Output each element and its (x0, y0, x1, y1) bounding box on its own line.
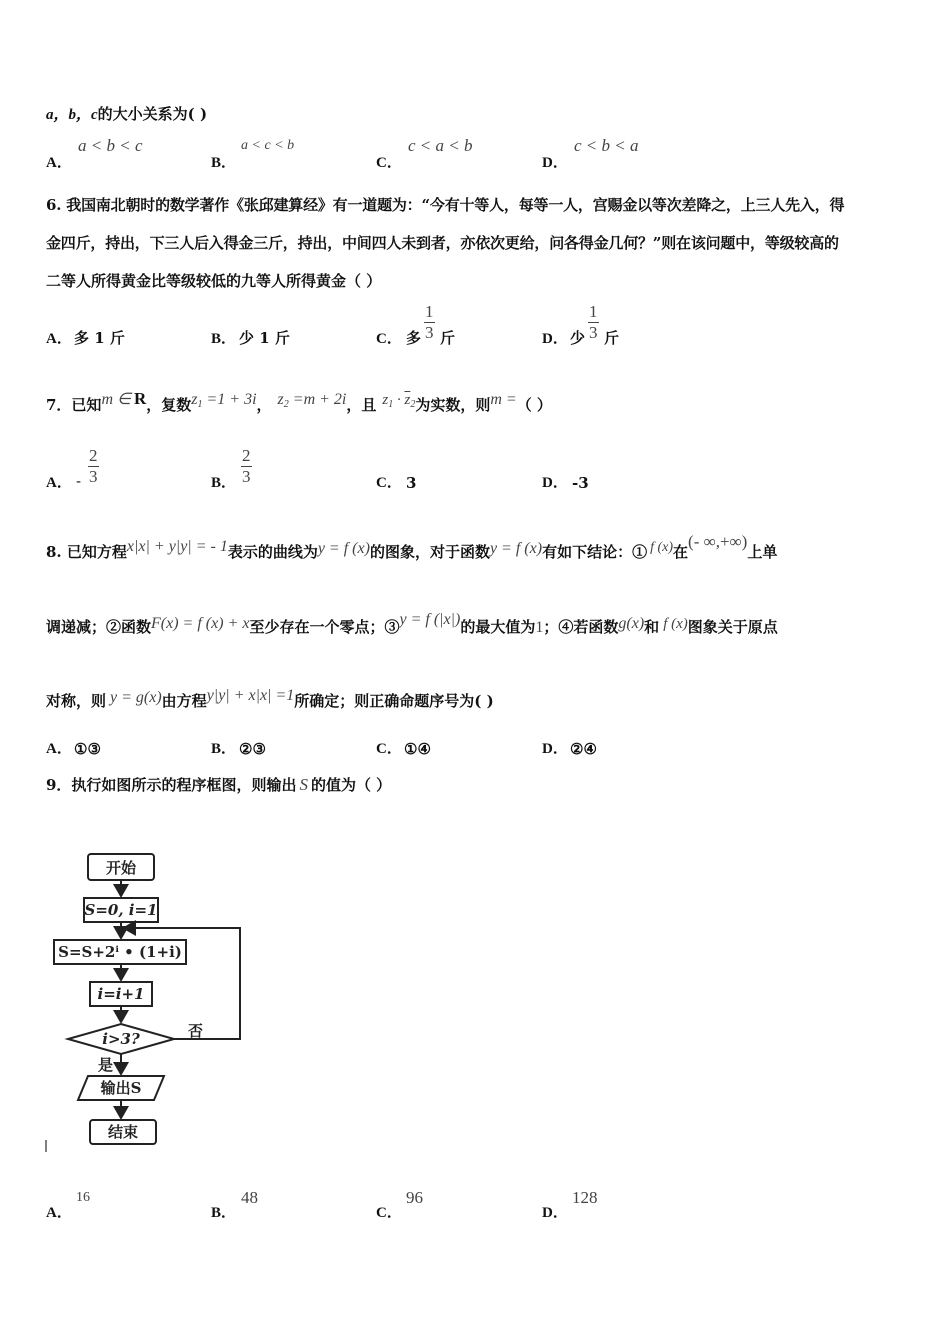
option-value: 48 (241, 1188, 258, 1207)
q8-text: 表示的曲线为 (227, 543, 318, 561)
q8-text: 的图象，对于函数 (369, 543, 490, 561)
option-label: B． (211, 475, 237, 491)
q9-text-1: 9．执行如图所示的程序框图，则输出 (46, 776, 297, 794)
q7-option-a[interactable] (46, 444, 206, 496)
q8-option-b[interactable] (211, 730, 371, 760)
option-label: A． (46, 475, 72, 491)
q8-text: 在 (673, 543, 689, 561)
q9-option-b[interactable] (211, 1186, 371, 1224)
q7-z1-rhs: =1 + 3i (202, 391, 257, 408)
option-label: B． (211, 331, 237, 347)
q7-text-3: ，且 (346, 396, 377, 414)
q7-real-set: R (133, 389, 147, 408)
flowchart-yes-label: 是 (98, 1056, 114, 1074)
q8-option-a[interactable] (46, 730, 206, 760)
option-label: C． (376, 741, 402, 757)
fraction-numerator: 2 (89, 446, 98, 465)
q8-options (46, 730, 906, 760)
q5-stem-vars: a，b，c (46, 107, 98, 123)
option-value: ②③ (239, 740, 266, 758)
option-label: C． (376, 331, 402, 347)
q9-text-2: 的值为（ ） (310, 776, 392, 794)
q7-options (46, 444, 906, 496)
q8-equation-1: x|x| + y|y| = - 1 (126, 538, 228, 555)
q6-line-3: 二等人所得黄金比等级较低的九等人所得黄金（ ） (46, 272, 382, 290)
q8-option-c[interactable] (376, 730, 536, 760)
q7-text-1: 7．已知 (46, 396, 102, 414)
q7-option-d[interactable] (542, 444, 702, 496)
q7-z1-sub: 1 (197, 399, 203, 410)
q9-stem (46, 774, 391, 795)
q8-g-x: g(x) (618, 615, 645, 632)
option-label: B． (211, 155, 237, 171)
q9-option-a[interactable] (46, 1186, 206, 1224)
q8-line-3 (46, 686, 494, 717)
q6-line-1: 6. 我国南北朝时的数学著作《张邱建算经》有一道题为：“今有十等人，每等一人，宫赐金以等次差降之，上三人先入，得 (46, 196, 845, 214)
option-value: a < c < b (241, 138, 295, 153)
fraction-numerator: 2 (242, 446, 251, 465)
q8-text: 由方程 (161, 692, 207, 710)
q8-text: 调递减；②函数 (46, 618, 152, 636)
option-label: A． (46, 741, 72, 757)
q8-equation-2: y|y| + x|x| =1 (206, 687, 295, 704)
option-label: A． (46, 155, 72, 171)
q7-text-2: ，复数 (146, 396, 192, 414)
q7-comma: ， (256, 396, 272, 414)
q8-text: 有如下结论：① (542, 543, 648, 561)
fraction-denominator: 3 (89, 467, 98, 486)
fraction-numerator: 1 (425, 302, 434, 321)
option-prefix: 多 (406, 329, 422, 347)
q8-line-1 (46, 532, 778, 569)
q6-option-a[interactable] (46, 302, 206, 352)
q7-z2-rhs: =m + 2i (288, 391, 347, 408)
q5-option-b[interactable] (211, 134, 371, 174)
q7-prod-sub1: 1 (388, 399, 394, 410)
flowchart-output-text: 输出S (100, 1079, 142, 1097)
option-label: A． (46, 1205, 72, 1221)
q6-option-c[interactable] (376, 302, 536, 352)
option-value: 128 (572, 1188, 598, 1207)
q8-text: 上单 (747, 543, 778, 561)
option-fraction (241, 446, 252, 487)
q6-options (46, 302, 906, 352)
q8-text: 所确定；则正确命题序号为( ) (294, 692, 494, 710)
q9-option-c[interactable] (376, 1186, 536, 1224)
q8-text: 至少存在一个零点；③ (249, 618, 400, 636)
q6-option-b[interactable] (211, 302, 371, 352)
q5-option-a[interactable] (46, 134, 206, 174)
q8-text: 的最大值为 (460, 618, 536, 636)
q5-stem (46, 103, 207, 124)
option-label: C． (376, 1205, 402, 1221)
q5-stem-text: 的大小关系为( ) (97, 105, 208, 123)
option-label: D． (542, 741, 568, 757)
q8-fx-2: f (x) (663, 616, 688, 632)
q8-y-eq-fx: y = f (x) (317, 540, 370, 557)
option-value: ①④ (404, 740, 431, 758)
option-fraction (88, 446, 99, 487)
option-value: c < b < a (574, 136, 639, 155)
q8-one: 1 (535, 619, 544, 636)
q8-option-d[interactable] (542, 730, 702, 760)
option-value: 3 (406, 474, 417, 492)
fraction-denominator: 3 (589, 323, 598, 342)
option-fraction (424, 302, 435, 343)
flowchart (40, 848, 255, 1158)
flowchart-end-text: 结束 (107, 1123, 139, 1141)
q8-text: ；④若函数 (543, 618, 619, 636)
q8-text: 8. 已知方程 (46, 543, 127, 561)
option-label: D． (542, 155, 568, 171)
option-value: ①③ (74, 740, 101, 758)
q7-m-eq: m = (490, 391, 517, 408)
q8-text: 和 (644, 618, 660, 636)
q7-z2: z (277, 391, 284, 408)
option-label: D． (542, 331, 568, 347)
flowchart-incr-text: i=i+1 (97, 985, 145, 1003)
fraction-denominator: 3 (425, 323, 434, 342)
q8-y-eq-fx-2: y = f (x) (489, 540, 543, 557)
q8-F-x: F(x) = f (x) + x (151, 615, 250, 632)
q8-fx: f (x) (650, 540, 674, 555)
flowchart-start-text: 开始 (105, 859, 137, 877)
option-prefix: 少 (570, 329, 586, 347)
q8-line-2 (46, 612, 778, 643)
option-value: 16 (76, 1190, 90, 1205)
option-value: 96 (406, 1188, 423, 1207)
q7-m-in: m ∈ (101, 391, 131, 408)
q8-text: 对称，则 (46, 692, 107, 710)
option-value: 少 1 斤 (239, 329, 290, 347)
option-fraction (588, 302, 599, 343)
q5-options (46, 134, 906, 174)
q7-prod-sub2: 2 (410, 399, 416, 410)
option-value: -3 (572, 474, 589, 492)
fraction-numerator: 1 (589, 302, 598, 321)
option-value: c < a < b (408, 136, 473, 155)
q8-text: 图象关于原点 (687, 618, 778, 636)
option-label: D． (542, 1205, 568, 1221)
q7-z1: z (191, 391, 198, 408)
option-value: a < b < c (78, 136, 143, 155)
q9-option-d[interactable] (542, 1186, 702, 1224)
q6-line-2: 金四斤，持出，下三人后入得金三斤，持出，中间四人未到者，亦依次更给，问各得金几何？”则在该问题中，等级较高的 (46, 234, 839, 252)
option-label: B． (211, 1205, 237, 1221)
option-label: B． (211, 741, 237, 757)
option-suffix: 斤 (440, 329, 456, 347)
option-value: 多 1 斤 (74, 329, 125, 347)
flowchart-update-text: S=S+2ⁱ • (1+i) (58, 943, 182, 961)
q7-stem (46, 389, 552, 424)
q7-z2-sub: 2 (283, 399, 289, 410)
q5-option-c[interactable] (376, 134, 536, 174)
q9-S: S (299, 775, 308, 794)
option-sign: - (76, 472, 82, 490)
q8-y-eq-gx: y = g(x) (110, 689, 162, 706)
flowchart-no-label: 否 (188, 1022, 204, 1040)
q6-stem (46, 186, 908, 300)
q5-option-d[interactable] (542, 134, 702, 174)
q7-prod-z2-conj: $\overline{z}$ (404, 392, 411, 408)
q7-prod-z1: z (382, 392, 389, 408)
option-label: D． (542, 475, 568, 491)
q7-option-c[interactable] (376, 444, 536, 496)
q8-y-f-abs-x: y = f (|x|) (399, 611, 461, 628)
q7-text-4: 为实数，则 (415, 396, 491, 414)
fraction-denominator: 3 (242, 467, 251, 486)
flowchart-init-text: S=0, i=1 (84, 901, 158, 919)
q7-text-5: （ ） (516, 396, 552, 414)
option-value: ②④ (570, 740, 597, 758)
q8-interval: (- ∞,+∞) (688, 532, 748, 551)
flowchart-condition-text: i>3? (102, 1030, 140, 1048)
option-suffix: 斤 (604, 329, 620, 347)
option-label: C． (376, 155, 402, 171)
option-label: A． (46, 331, 72, 347)
q7-prod-dot: · (393, 392, 405, 408)
q7-option-b[interactable] (211, 444, 371, 496)
q6-option-d[interactable] (542, 302, 702, 352)
option-label: C． (376, 475, 402, 491)
q9-options (46, 1186, 906, 1224)
